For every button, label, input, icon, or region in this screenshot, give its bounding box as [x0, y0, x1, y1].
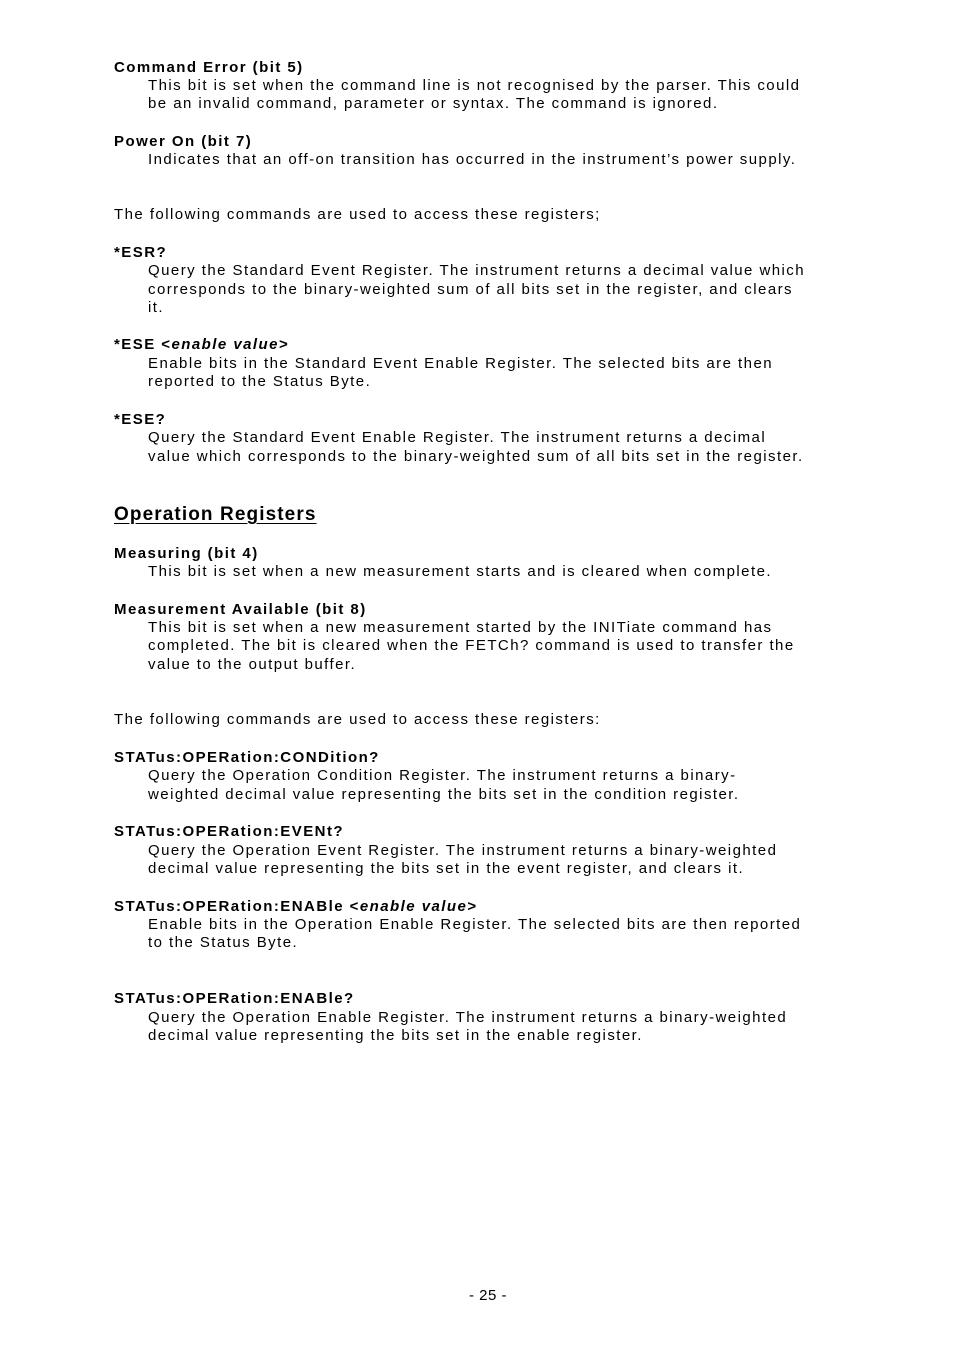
ese-query-text-line: Query the Standard Event Enable Register. The instrument returns a decimal: [148, 429, 767, 446]
esr-query-heading: *ESR?: [114, 244, 168, 261]
operation-condition-heading: STATus:OPERation:CONDition?: [114, 749, 380, 766]
measuring-text-line: This bit is set when a new measurement starts and is cleared when complete.: [148, 563, 772, 580]
ese-set-heading: *ESE <enable value>: [114, 336, 290, 353]
operation-enable-query-heading: STATus:OPERation:ENABle?: [114, 990, 355, 1007]
ese-query-heading: *ESE?: [114, 411, 167, 428]
operation-enable-query-text-line: decimal value representing the bits set in the enable register.: [148, 1027, 643, 1044]
operation-event-text-line: decimal value representing the bits set in the event register, and clears it.: [148, 860, 745, 877]
command-error-text-line: This bit is set when the command line is not recognised by the parser. This could: [148, 77, 801, 94]
measurement-available-text-line: This bit is set when a new measurement started by the INITiate command has: [148, 619, 773, 636]
measuring-heading: Measuring (bit 4): [114, 545, 259, 562]
ese-set-text-line: Enable bits in the Standard Event Enable Register. The selected bits are then: [148, 355, 774, 372]
operation-enable-set-heading: STATus:OPERation:ENABle <enable value>: [114, 898, 478, 915]
power-on-text-line: Indicates that an off-on transition has occurred in the instrument’s power supply.: [148, 151, 797, 168]
command-error-text-line: be an invalid command, parameter or syntax. The command is ignored.: [148, 95, 719, 112]
operation-condition-text-line: Query the Operation Condition Register. The instrument returns a binary-: [148, 767, 737, 784]
intro-paragraph: The following commands are used to access these registers;: [114, 206, 601, 223]
operation-enable-query-text-line: Query the Operation Enable Register. The instrument returns a binary-weighted: [148, 1009, 788, 1026]
operation-condition-text-line: weighted decimal value representing the bits set in the condition register.: [148, 786, 740, 803]
section-title: Operation Registers: [114, 504, 317, 525]
operation-event-heading: STATus:OPERation:EVENt?: [114, 823, 345, 840]
operation-event-text-line: Query the Operation Event Register. The instrument returns a binary-weighted: [148, 842, 778, 859]
page-number: - 25 -: [468, 1287, 507, 1304]
esr-query-text-line: Query the Standard Event Register. The instrument returns a decimal value which: [148, 262, 806, 279]
intro-paragraph: The following commands are used to access these registers:: [114, 711, 601, 728]
measurement-available-text-line: value to the output buffer.: [148, 656, 357, 673]
measurement-available-text-line: completed. The bit is cleared when the FETCh? command is used to transfer the: [148, 637, 795, 654]
operation-enable-set-text-line: Enable bits in the Operation Enable Register. The selected bits are then reported: [148, 916, 802, 933]
operation-enable-set-text-line: to the Status Byte.: [148, 934, 299, 951]
esr-query-text-line: it.: [148, 299, 165, 316]
power-on-heading: Power On (bit 7): [114, 133, 253, 150]
ese-set-text-line: reported to the Status Byte.: [148, 373, 372, 390]
ese-query-text-line: value which corresponds to the binary-weighted sum of all bits set in the register.: [148, 448, 804, 465]
esr-query-text-line: corresponds to the binary-weighted sum of all bits set in the register, and clears: [148, 281, 794, 298]
command-error-heading: Command Error (bit 5): [114, 59, 304, 76]
measurement-available-heading: Measurement Available (bit 8): [114, 601, 367, 618]
